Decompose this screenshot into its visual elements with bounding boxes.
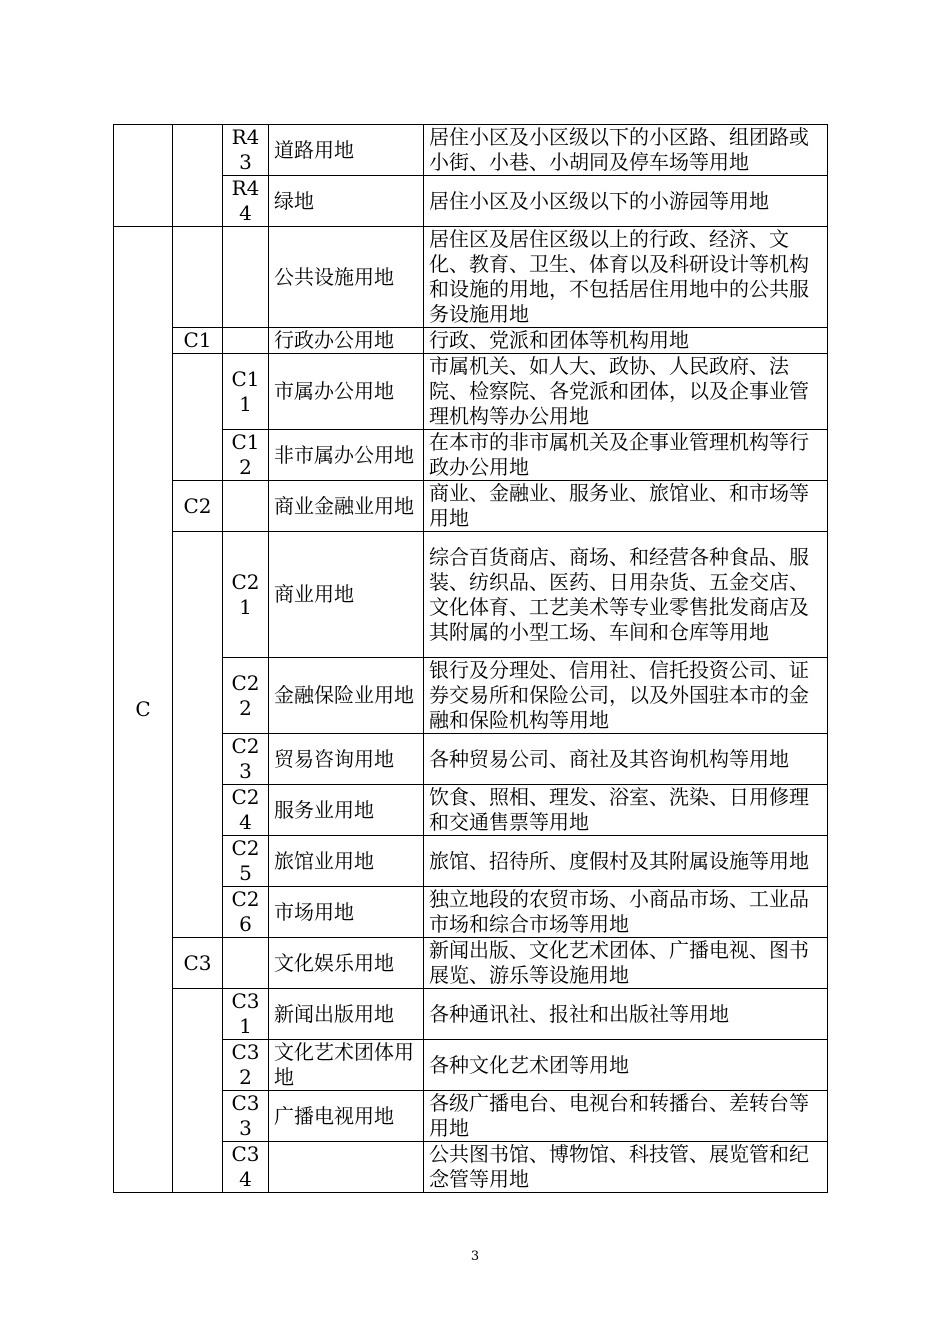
minor-class-cell: C34 [223, 1142, 269, 1193]
minor-class-cell: C24 [223, 785, 269, 836]
table-row [114, 481, 828, 532]
minor-class-cell: C11 [223, 354, 269, 430]
category-name-cell: 金融保险业用地 [269, 658, 424, 734]
category-description-cell: 各种通讯社、报社和出版社等用地 [424, 989, 828, 1040]
mid-class-cell: C3 [173, 938, 223, 989]
table-row [114, 938, 828, 989]
minor-class-cell: C26 [223, 887, 269, 938]
category-description-cell: 居住区及居住区级以上的行政、经济、文化、教育、卫生、体育以及科研设计等机构和设施的用地，不包括居住用地中的公共服务设施用地 [424, 227, 828, 328]
category-name-cell: 行政办公用地 [269, 328, 424, 354]
minor-class-cell: C33 [223, 1091, 269, 1142]
minor-class-cell: R43 [223, 125, 269, 176]
category-name-cell: 道路用地 [269, 125, 424, 176]
category-description-cell: 商业、金融业、服务业、旅馆业、和市场等用地 [424, 481, 828, 532]
major-class-cell: C [114, 227, 173, 1193]
table-row [114, 532, 828, 658]
category-name-cell: 绿地 [269, 176, 424, 227]
category-description-cell: 银行及分理处、信用社、信托投资公司、证券交易所和保险公司，以及外国驻本市的金融和保险机构等用地 [424, 658, 828, 734]
minor-class-cell: C32 [223, 1040, 269, 1091]
minor-class-cell [223, 328, 269, 354]
minor-class-cell: C21 [223, 532, 269, 658]
mid-class-cell [173, 532, 223, 938]
category-name-cell: 市属办公用地 [269, 354, 424, 430]
category-name-cell: 新闻出版用地 [269, 989, 424, 1040]
category-description-cell: 在本市的非市属机关及企事业管理机构等行政办公用地 [424, 430, 828, 481]
category-name-cell: 贸易咨询用地 [269, 734, 424, 785]
category-name-cell: 市场用地 [269, 887, 424, 938]
category-description-cell: 居住小区及小区级以下的小游园等用地 [424, 176, 828, 227]
category-description-cell: 各种贸易公司、商社及其咨询机构等用地 [424, 734, 828, 785]
mid-class-cell [173, 989, 223, 1193]
category-name-cell: 商业金融业用地 [269, 481, 424, 532]
table-row [114, 227, 828, 328]
category-name-cell: 服务业用地 [269, 785, 424, 836]
table-row [114, 125, 828, 176]
table-row [114, 328, 828, 354]
mid-class-cell [173, 354, 223, 481]
minor-class-cell [223, 938, 269, 989]
minor-class-cell: C25 [223, 836, 269, 887]
mid-class-cell [173, 125, 223, 227]
page-number: 3 [470, 1249, 480, 1264]
category-description-cell: 市属机关、如人大、政协、人民政府、法院、检察院、各党派和团体，以及企事业管理机构等办公用地 [424, 354, 828, 430]
minor-class-cell [223, 481, 269, 532]
category-name-cell: 广播电视用地 [269, 1091, 424, 1142]
category-description-cell: 新闻出版、文化艺术团体、广播电视、图书展览、游乐等设施用地 [424, 938, 828, 989]
category-name-cell: 文化艺术团体用地 [269, 1040, 424, 1091]
category-description-cell: 公共图书馆、博物馆、科技管、展览管和纪念管等用地 [424, 1142, 828, 1193]
table-row [114, 354, 828, 430]
category-description-cell: 各级广播电台、电视台和转播台、差转台等用地 [424, 1091, 828, 1142]
category-description-cell: 居住小区及小区级以下的小区路、组团路或小街、小巷、小胡同及停车场等用地 [424, 125, 828, 176]
mid-class-cell: C1 [173, 328, 223, 354]
category-name-cell: 公共设施用地 [269, 227, 424, 328]
minor-class-cell: C23 [223, 734, 269, 785]
minor-class-cell: C31 [223, 989, 269, 1040]
category-description-cell: 旅馆、招待所、度假村及其附属设施等用地 [424, 836, 828, 887]
category-description-cell: 行政、党派和团体等机构用地 [424, 328, 828, 354]
minor-class-cell: R44 [223, 176, 269, 227]
major-class-cell [114, 125, 173, 227]
mid-class-cell: C2 [173, 481, 223, 532]
category-name-cell: 文化娱乐用地 [269, 938, 424, 989]
category-description-cell: 各种文化艺术团等用地 [424, 1040, 828, 1091]
land-use-classification-table [113, 124, 828, 1193]
category-name-cell: 非市属办公用地 [269, 430, 424, 481]
table-row [114, 989, 828, 1040]
minor-class-cell [223, 227, 269, 328]
mid-class-cell [173, 227, 223, 328]
category-description-cell: 独立地段的农贸市场、小商品市场、工业品市场和综合市场等用地 [424, 887, 828, 938]
minor-class-cell: C22 [223, 658, 269, 734]
category-name-cell: 商业用地 [269, 532, 424, 658]
category-name-cell [269, 1142, 424, 1193]
category-description-cell: 饮食、照相、理发、浴室、洗染、日用修理和交通售票等用地 [424, 785, 828, 836]
category-name-cell: 旅馆业用地 [269, 836, 424, 887]
category-description-cell: 综合百货商店、商场、和经营各种食品、服装、纺织品、医药、日用杂货、五金交店、文化体育、工艺美术等专业零售批发商店及其附属的小型工场、车间和仓库等用地 [424, 532, 828, 658]
minor-class-cell: C12 [223, 430, 269, 481]
